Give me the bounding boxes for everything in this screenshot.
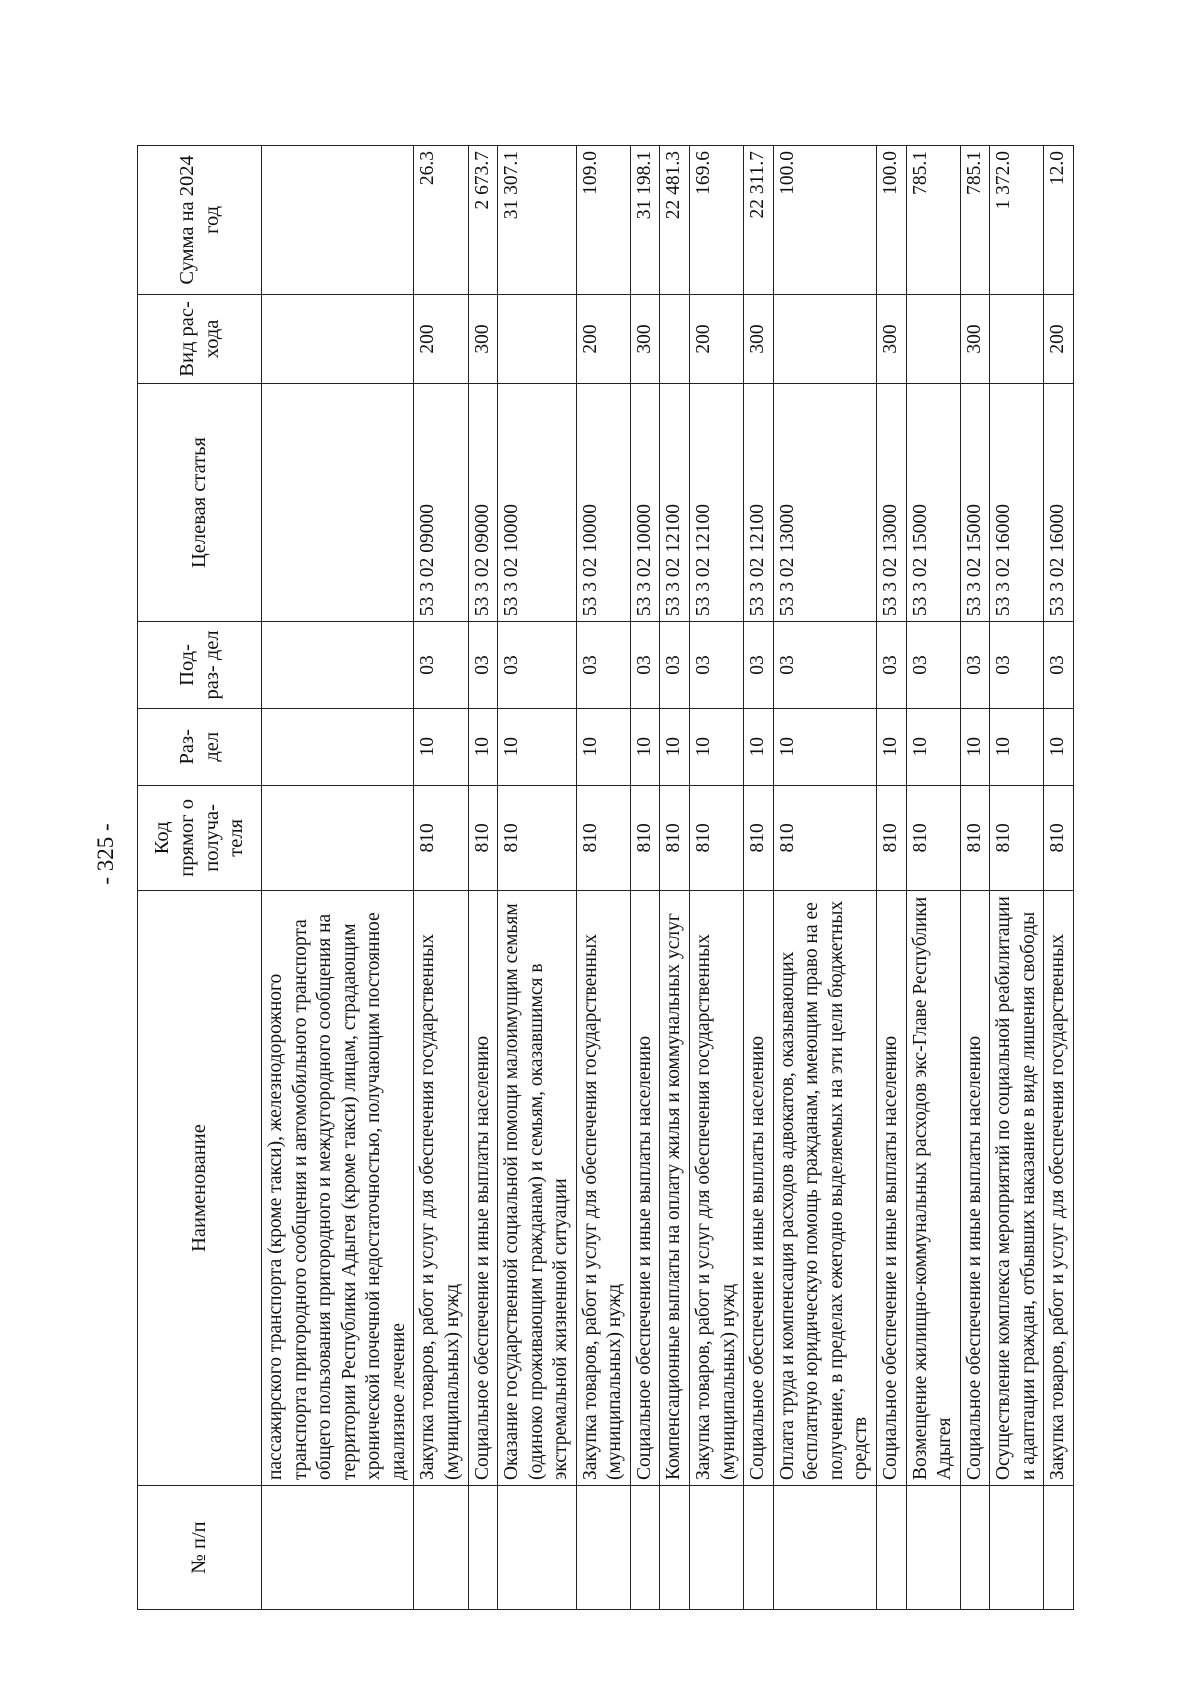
row-target: 53 3 02 15000 bbox=[960, 384, 990, 622]
row-razdel: 10 bbox=[990, 708, 1044, 785]
row-podrazdel: 03 bbox=[906, 622, 960, 709]
row-name: Возмещение жилищно-коммунальных расходов экс-Главе Республики Адыгея bbox=[906, 891, 960, 1486]
row-target: 53 3 02 13000 bbox=[773, 384, 876, 622]
row-podrazdel: 03 bbox=[1044, 622, 1074, 709]
row-razdel: 10 bbox=[960, 708, 990, 785]
row-num bbox=[1044, 1486, 1074, 1610]
header-name: Наименование bbox=[138, 891, 262, 1486]
row-sum: 100.0 bbox=[876, 146, 906, 295]
row-code: 810 bbox=[990, 785, 1044, 890]
row-name: Социальное обеспечение и иные выплаты населению bbox=[630, 891, 660, 1486]
row-code: 810 bbox=[744, 785, 774, 890]
row-name: Компенсационные выплаты на оплату жилья и коммунальных услуг bbox=[660, 891, 690, 1486]
row-razdel bbox=[262, 708, 414, 785]
row-target: 53 3 02 10000 bbox=[576, 384, 630, 622]
row-num bbox=[906, 1486, 960, 1610]
row-podrazdel: 03 bbox=[630, 622, 660, 709]
row-vid bbox=[773, 294, 876, 383]
row-sum: 22 481.3 bbox=[660, 146, 690, 295]
row-num bbox=[876, 1486, 906, 1610]
rotated-table-wrapper bbox=[137, 145, 1069, 1610]
row-num bbox=[262, 1486, 414, 1610]
row-razdel: 10 bbox=[1044, 708, 1074, 785]
row-vid bbox=[660, 294, 690, 383]
row-name: Оплата труда и компенсация расходов адвокатов, оказывающих бесплатную юридическую помощь гражданам, имеющим право на ее получение, в пределах ежегодно выделяемых на эти цели бюджетных средств bbox=[773, 891, 876, 1486]
row-target: 53 3 02 16000 bbox=[1044, 384, 1074, 622]
row-num bbox=[690, 1486, 744, 1610]
row-name: Закупка товаров, работ и услуг для обеспечения государственных (муниципальных) нужд bbox=[414, 891, 468, 1486]
row-vid: 200 bbox=[1044, 294, 1074, 383]
row-razdel: 10 bbox=[906, 708, 960, 785]
row-podrazdel: 03 bbox=[773, 622, 876, 709]
row-sum: 31 307.1 bbox=[498, 146, 577, 295]
row-podrazdel bbox=[262, 622, 414, 709]
budget-table-region bbox=[137, 145, 1200, 1574]
table-row bbox=[906, 146, 960, 1610]
row-podrazdel: 03 bbox=[990, 622, 1044, 709]
row-sum: 1 372.0 bbox=[990, 146, 1044, 295]
table-row bbox=[498, 146, 577, 1610]
header-razdel: Раз- дел bbox=[138, 708, 262, 785]
table-row bbox=[876, 146, 906, 1610]
row-num bbox=[576, 1486, 630, 1610]
table-row bbox=[630, 146, 660, 1610]
table-row bbox=[468, 146, 498, 1610]
row-name: Социальное обеспечение и иные выплаты населению bbox=[468, 891, 498, 1486]
header-vid: Вид рас- хода bbox=[138, 294, 262, 383]
row-target bbox=[262, 384, 414, 622]
row-vid: 300 bbox=[744, 294, 774, 383]
row-razdel: 10 bbox=[690, 708, 744, 785]
row-name: Закупка товаров, работ и услуг для обеспечения государственных bbox=[1044, 891, 1074, 1486]
row-name: Социальное обеспечение и иные выплаты населению bbox=[744, 891, 774, 1486]
row-code: 810 bbox=[960, 785, 990, 890]
row-vid: 200 bbox=[690, 294, 744, 383]
row-target: 53 3 02 10000 bbox=[630, 384, 660, 622]
budget-table bbox=[137, 145, 1074, 1610]
row-target: 53 3 02 13000 bbox=[876, 384, 906, 622]
row-sum: 169.6 bbox=[690, 146, 744, 295]
row-name: Оказание государственной социальной помощи малоимущим семьям (одиноко проживающим гражданам) и семьям, оказавшимся в экстремальной жизненной ситуации bbox=[498, 891, 577, 1486]
row-razdel: 10 bbox=[744, 708, 774, 785]
row-sum: 2 673.7 bbox=[468, 146, 498, 295]
header-num: № п/п bbox=[138, 1486, 262, 1610]
header-target: Целевая статья bbox=[138, 384, 262, 622]
row-code bbox=[262, 785, 414, 890]
row-podrazdel: 03 bbox=[660, 622, 690, 709]
row-sum: 22 311.7 bbox=[744, 146, 774, 295]
row-razdel: 10 bbox=[876, 708, 906, 785]
row-target: 53 3 02 09000 bbox=[414, 384, 468, 622]
row-razdel: 10 bbox=[773, 708, 876, 785]
row-name: Социальное обеспечение и иные выплаты населению bbox=[876, 891, 906, 1486]
row-name: Социальное обеспечение и иные выплаты населению bbox=[960, 891, 990, 1486]
row-vid bbox=[906, 294, 960, 383]
row-code: 810 bbox=[576, 785, 630, 890]
row-razdel: 10 bbox=[498, 708, 577, 785]
row-sum: 12.0 bbox=[1044, 146, 1074, 295]
row-vid bbox=[498, 294, 577, 383]
row-vid: 200 bbox=[576, 294, 630, 383]
row-sum: 100.0 bbox=[773, 146, 876, 295]
table-header bbox=[138, 146, 262, 1610]
table-row bbox=[990, 146, 1044, 1610]
row-num bbox=[630, 1486, 660, 1610]
page-number: - 325 - bbox=[93, 823, 118, 885]
row-podrazdel: 03 bbox=[468, 622, 498, 709]
row-target: 53 3 02 16000 bbox=[990, 384, 1044, 622]
row-vid: 300 bbox=[630, 294, 660, 383]
row-code: 810 bbox=[1044, 785, 1074, 890]
row-razdel: 10 bbox=[630, 708, 660, 785]
row-sum: 26.3 bbox=[414, 146, 468, 295]
table-row bbox=[1044, 146, 1074, 1610]
row-target: 53 3 02 12100 bbox=[660, 384, 690, 622]
row-name: Осуществление комплекса мероприятий по социальной реабилитации и адаптации граждан, отбывших наказание в виде лишения свободы bbox=[990, 891, 1044, 1486]
row-code: 810 bbox=[773, 785, 876, 890]
row-vid: 200 bbox=[414, 294, 468, 383]
table-row bbox=[576, 146, 630, 1610]
header-sum: Сумма на 2024 год bbox=[138, 146, 262, 295]
table-row bbox=[660, 146, 690, 1610]
row-podrazdel: 03 bbox=[960, 622, 990, 709]
row-target: 53 3 02 12100 bbox=[744, 384, 774, 622]
row-code: 810 bbox=[690, 785, 744, 890]
row-num bbox=[468, 1486, 498, 1610]
table-row bbox=[960, 146, 990, 1610]
row-target: 53 3 02 10000 bbox=[498, 384, 577, 622]
row-code: 810 bbox=[630, 785, 660, 890]
row-num bbox=[744, 1486, 774, 1610]
row-razdel: 10 bbox=[468, 708, 498, 785]
table-row bbox=[773, 146, 876, 1610]
row-sum bbox=[262, 146, 414, 295]
row-num bbox=[773, 1486, 876, 1610]
row-code: 810 bbox=[876, 785, 906, 890]
header-podrazdel: Под- раз- дел bbox=[138, 622, 262, 709]
row-num bbox=[498, 1486, 577, 1610]
row-podrazdel: 03 bbox=[414, 622, 468, 709]
row-razdel: 10 bbox=[660, 708, 690, 785]
row-name: Закупка товаров, работ и услуг для обеспечения государственных (муниципальных) нужд bbox=[690, 891, 744, 1486]
row-sum: 109.0 bbox=[576, 146, 630, 295]
row-vid: 300 bbox=[876, 294, 906, 383]
row-razdel: 10 bbox=[414, 708, 468, 785]
row-vid bbox=[990, 294, 1044, 383]
row-target: 53 3 02 15000 bbox=[906, 384, 960, 622]
row-code: 810 bbox=[660, 785, 690, 890]
row-name: пассажирского транспорта (кроме такси), железнодорожного транспорта пригородного сообщения и автомобильного транспорта общего пользования пригородного и междугородного сообщения на территории Республики Адыгея (кроме такси) лицам, страдающим хронической почечной недостаточностью, получающим постоянное диализное лечение bbox=[262, 891, 414, 1486]
row-sum: 785.1 bbox=[960, 146, 990, 295]
row-podrazdel: 03 bbox=[690, 622, 744, 709]
row-code: 810 bbox=[468, 785, 498, 890]
row-target: 53 3 02 12100 bbox=[690, 384, 744, 622]
row-sum: 31 198.1 bbox=[630, 146, 660, 295]
row-vid bbox=[262, 294, 414, 383]
row-vid: 300 bbox=[960, 294, 990, 383]
row-name: Закупка товаров, работ и услуг для обеспечения государственных (муниципальных) нужд bbox=[576, 891, 630, 1486]
row-code: 810 bbox=[414, 785, 468, 890]
header-code: Код прямог о получа- теля bbox=[138, 785, 262, 890]
row-podrazdel: 03 bbox=[744, 622, 774, 709]
row-num bbox=[990, 1486, 1044, 1610]
table-row bbox=[690, 146, 744, 1610]
table-row bbox=[262, 146, 414, 1610]
row-sum: 785.1 bbox=[906, 146, 960, 295]
row-razdel: 10 bbox=[576, 708, 630, 785]
table-row bbox=[744, 146, 774, 1610]
row-num bbox=[960, 1486, 990, 1610]
row-code: 810 bbox=[906, 785, 960, 890]
row-code: 810 bbox=[498, 785, 577, 890]
row-vid: 300 bbox=[468, 294, 498, 383]
row-target: 53 3 02 09000 bbox=[468, 384, 498, 622]
table-row bbox=[414, 146, 468, 1610]
row-num bbox=[414, 1486, 468, 1610]
table-body bbox=[262, 146, 1074, 1610]
header-row bbox=[138, 146, 262, 1610]
row-podrazdel: 03 bbox=[498, 622, 577, 709]
row-podrazdel: 03 bbox=[876, 622, 906, 709]
row-num bbox=[660, 1486, 690, 1610]
row-podrazdel: 03 bbox=[576, 622, 630, 709]
